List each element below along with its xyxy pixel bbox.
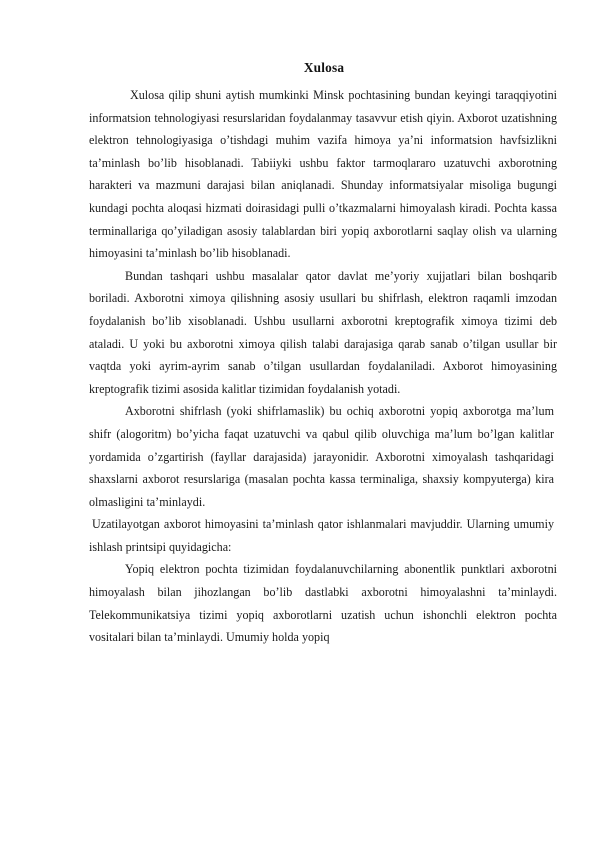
document-title: Xulosa bbox=[303, 60, 345, 75]
paragraph-developments: Uzatilayotgan axborot himoyasini ta’minlash qator ishlanmalari mavjuddir. Ularning umumiy ishlash printsipi quyidagicha: bbox=[89, 517, 554, 554]
paragraph-protection-methods: Bundan tashqari ushbu masalalar qator davlat me’yoriy xujjatlari bilan boshqarib boriladi. Axborotni ximoya qilishning asosiy usullari bu shifrlash, elektron raqamli imzodan foydalanish bo’lib xisoblanadi. Ushbu usullarni axborotni kreptografik ximoya tizimi deb ataladi. U yoki bu axborotni ximoya qilish talabi darajasiga qarab sanab o’tilgan usullar bir vaqtda yoki ayrim-ayrim sanab o’tilgan usullardan foydalaniladi. Axborot himoyasining kreptografik tizimi asosida kalitlar tizimidan foydalanish yotadi. bbox=[89, 268, 557, 396]
paragraph-encryption: Axborotni shifrlash (yoki shifrlamaslik) bu ochiq axborotni yopiq axborotga ma’lum shifr (alogoritm) bo’yicha faqat uzatuvchi va qabul qilib oluvchiga ma’lum bo’lgan kalitlar yordamida o’zgartirish (fayllar darajasida) jarayonidir. Axborotni ximoyalash tashqaridagi shaxslarni axborot resurslariga (masalan pochta kassa terminaliga, shaxsiy kompyuterga) kira olmasligini ta’minlaydi. bbox=[89, 404, 554, 509]
paragraph-mail-system: Yopiq elektron pochta tizimidan foydalanuvchilarning abonentlik punktlari axborotni himoyalash bilan jihozlangan bo’lib dastlabki axborotni himoyalashni ta’minlaydi. Telekommunikatsiya tizimi yopiq axborotlarni uzatish uchun ishonchli elektron pochta vositalari bilan ta’minlaydi. Umumiy holda yopiq bbox=[89, 562, 557, 645]
paragraph-conclusion-intro: Xulosa qilip shuni aytish mumkinki Minsk pochtasining bundan keyingi taraqqiyotini informatsion tehnologiyasi resurslaridan foydalanmay tasavvur etish qiyin. Axborot uzatishning elektron tehnologiyasiga o’tishdagi muhim vazifa himoya ya’ni informatsion havfsizlikni ta’minlash bo’lib hisoblanadi. Tabiiyki ushbu faktor tarmoqlararo uzatuvchi axborotning harakteri va mazmuni darajasi bilan aniqlanadi. Shunday informatsiyalar misoliga bugungi kundagi pochta aloqasi hizmati doirasidagi pulli o’tkazmalarni himoyalash kiradi. Pochta kassa terminallariga qo’yiladigan asosiy talablardan biri yopiq axborotlarni saqlay olish va ularning himoyasini ta’minlash bo’lib hisoblanadi. bbox=[89, 88, 557, 261]
document-body bbox=[89, 84, 557, 649]
